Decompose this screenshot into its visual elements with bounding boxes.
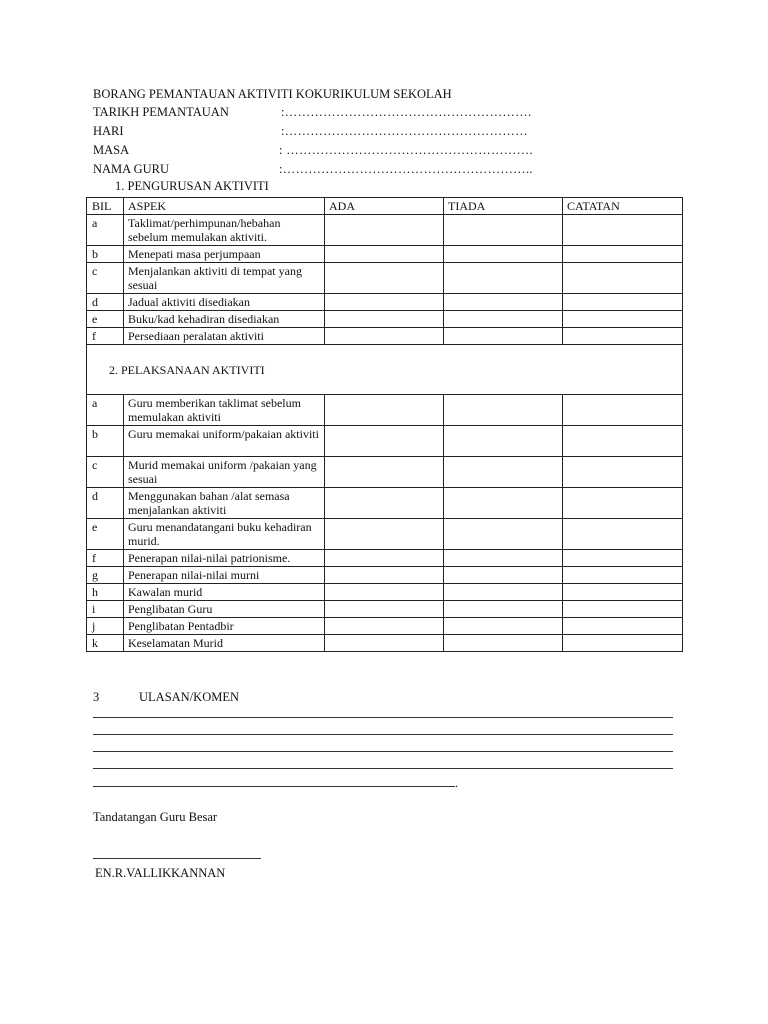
cell-bil: f — [87, 550, 124, 567]
cell-catatan[interactable] — [563, 567, 683, 584]
comment-end-mark: . — [455, 776, 459, 790]
cell-aspek: Taklimat/perhimpunan/hebahan sebelum memulakan aktiviti. — [124, 215, 325, 246]
section-2-row — [87, 345, 683, 395]
cell-ada[interactable] — [325, 488, 444, 519]
table-header-row — [87, 198, 683, 215]
comment-line[interactable] — [93, 734, 673, 735]
cell-ada[interactable] — [325, 618, 444, 635]
cell-ada[interactable] — [325, 601, 444, 618]
cell-catatan[interactable] — [563, 311, 683, 328]
cell-catatan[interactable] — [563, 294, 683, 311]
cell-aspek: Persediaan peralatan aktiviti — [124, 328, 325, 345]
table-row — [87, 618, 683, 635]
cell-tiada[interactable] — [444, 328, 563, 345]
cell-tiada[interactable] — [444, 584, 563, 601]
field-blank: :………………………………………………….. — [279, 162, 533, 176]
field-blank: :…………………………………………………. — [281, 105, 532, 119]
cell-ada[interactable] — [325, 426, 444, 457]
field-label: TARIKH PEMANTAUAN — [93, 105, 229, 119]
cell-bil: a — [87, 215, 124, 246]
cell-catatan[interactable] — [563, 601, 683, 618]
table-row — [87, 395, 683, 426]
cell-tiada[interactable] — [444, 618, 563, 635]
field-label: HARI — [93, 124, 124, 138]
cell-tiada[interactable] — [444, 488, 563, 519]
table-row — [87, 328, 683, 345]
table-row — [87, 457, 683, 488]
cell-bil: e — [87, 311, 124, 328]
cell-bil: i — [87, 601, 124, 618]
cell-bil: d — [87, 488, 124, 519]
col-header-aspek: ASPEK — [124, 198, 325, 215]
cell-bil: c — [87, 263, 124, 294]
cell-tiada[interactable] — [444, 601, 563, 618]
cell-catatan[interactable] — [563, 215, 683, 246]
cell-aspek: Jadual aktiviti disediakan — [124, 294, 325, 311]
table-row — [87, 294, 683, 311]
section-2-title: 2. PELAKSANAAN AKTIVITI — [87, 345, 683, 395]
cell-bil: b — [87, 246, 124, 263]
cell-bil: g — [87, 567, 124, 584]
cell-ada[interactable] — [325, 294, 444, 311]
cell-tiada[interactable] — [444, 519, 563, 550]
field-blank: : …………………………………………………. — [279, 143, 533, 157]
comment-line[interactable] — [93, 768, 673, 769]
cell-ada[interactable] — [325, 311, 444, 328]
cell-ada[interactable] — [325, 519, 444, 550]
signatory-name: EN.R.VALLIKKANNAN — [95, 866, 226, 880]
cell-aspek: Menepati masa perjumpaan — [124, 246, 325, 263]
section-1-title: 1. PENGURUSAN AKTIVITI — [115, 179, 269, 193]
cell-aspek: Buku/kad kehadiran disediakan — [124, 311, 325, 328]
table-row — [87, 488, 683, 519]
field-blank: :………………………………………………… — [281, 124, 528, 138]
cell-tiada[interactable] — [444, 550, 563, 567]
cell-tiada[interactable] — [444, 215, 563, 246]
cell-tiada[interactable] — [444, 263, 563, 294]
cell-catatan[interactable] — [563, 263, 683, 294]
cell-catatan[interactable] — [563, 457, 683, 488]
monitoring-table — [86, 197, 683, 652]
cell-bil: j — [87, 618, 124, 635]
col-header-bil: BIL — [87, 198, 124, 215]
cell-aspek: Penerapan nilai-nilai patrionisme. — [124, 550, 325, 567]
cell-aspek: Penglibatan Pentadbir — [124, 618, 325, 635]
cell-catatan[interactable] — [563, 584, 683, 601]
cell-catatan[interactable] — [563, 519, 683, 550]
cell-aspek: Penglibatan Guru — [124, 601, 325, 618]
table-row — [87, 246, 683, 263]
comment-line[interactable] — [93, 751, 673, 752]
col-header-tiada: TIADA — [444, 198, 563, 215]
signature-label: Tandatangan Guru Besar — [93, 810, 218, 824]
cell-ada[interactable] — [325, 395, 444, 426]
form-title: BORANG PEMANTAUAN AKTIVITI KOKURIKULUM SEKOLAH — [93, 87, 452, 101]
cell-ada[interactable] — [325, 263, 444, 294]
cell-aspek: Penerapan nilai-nilai murni — [124, 567, 325, 584]
cell-tiada[interactable] — [444, 426, 563, 457]
cell-tiada[interactable] — [444, 311, 563, 328]
cell-aspek: Guru memberikan taklimat sebelum memulakan aktiviti — [124, 395, 325, 426]
cell-bil: k — [87, 635, 124, 652]
cell-aspek: Kawalan murid — [124, 584, 325, 601]
cell-aspek: Guru menandatangani buku kehadiran murid. — [124, 519, 325, 550]
table-row — [87, 584, 683, 601]
cell-aspek: Guru memakai uniform/pakaian aktiviti — [124, 426, 325, 457]
cell-aspek: Menjalankan aktiviti di tempat yang sesuai — [124, 263, 325, 294]
cell-bil: e — [87, 519, 124, 550]
table-row — [87, 519, 683, 550]
table-row — [87, 635, 683, 652]
cell-tiada[interactable] — [444, 246, 563, 263]
cell-tiada[interactable] — [444, 395, 563, 426]
cell-tiada[interactable] — [444, 567, 563, 584]
cell-catatan[interactable] — [563, 618, 683, 635]
cell-catatan[interactable] — [563, 488, 683, 519]
field-label: MASA — [93, 143, 130, 157]
table-row — [87, 263, 683, 294]
cell-catatan[interactable] — [563, 635, 683, 652]
comment-rule — [93, 776, 455, 787]
table-row — [87, 426, 683, 457]
cell-catatan[interactable] — [563, 395, 683, 426]
col-header-ada: ADA — [325, 198, 444, 215]
cell-ada[interactable] — [325, 457, 444, 488]
cell-ada[interactable] — [325, 550, 444, 567]
cell-aspek: Menggunakan bahan /alat semasa menjalankan aktiviti — [124, 488, 325, 519]
cell-ada[interactable] — [325, 328, 444, 345]
table-row — [87, 215, 683, 246]
cell-bil: d — [87, 294, 124, 311]
section-3-number: 3 — [93, 690, 100, 704]
table-row — [87, 601, 683, 618]
cell-ada[interactable] — [325, 584, 444, 601]
comment-line[interactable] — [93, 717, 673, 718]
table-row — [87, 567, 683, 584]
cell-catatan[interactable] — [563, 550, 683, 567]
cell-ada[interactable] — [325, 246, 444, 263]
table-row — [87, 550, 683, 567]
cell-bil: h — [87, 584, 124, 601]
cell-bil: c — [87, 457, 124, 488]
cell-aspek: Keselamatan Murid — [124, 635, 325, 652]
cell-ada[interactable] — [325, 215, 444, 246]
cell-bil: a — [87, 395, 124, 426]
cell-aspek: Murid memakai uniform /pakaian yang sesuai — [124, 457, 325, 488]
signature-line[interactable] — [93, 858, 261, 859]
table-row — [87, 311, 683, 328]
cell-bil: b — [87, 426, 124, 457]
comment-last-line[interactable] — [93, 776, 458, 791]
cell-bil: f — [87, 328, 124, 345]
section-3-title: ULASAN/KOMEN — [139, 690, 239, 704]
cell-catatan[interactable] — [563, 328, 683, 345]
cell-ada[interactable] — [325, 567, 444, 584]
cell-tiada[interactable] — [444, 635, 563, 652]
cell-catatan[interactable] — [563, 426, 683, 457]
cell-ada[interactable] — [325, 635, 444, 652]
field-label: NAMA GURU — [93, 162, 170, 176]
col-header-catatan: CATATAN — [563, 198, 683, 215]
cell-tiada[interactable] — [444, 294, 563, 311]
cell-catatan[interactable] — [563, 246, 683, 263]
cell-tiada[interactable] — [444, 457, 563, 488]
